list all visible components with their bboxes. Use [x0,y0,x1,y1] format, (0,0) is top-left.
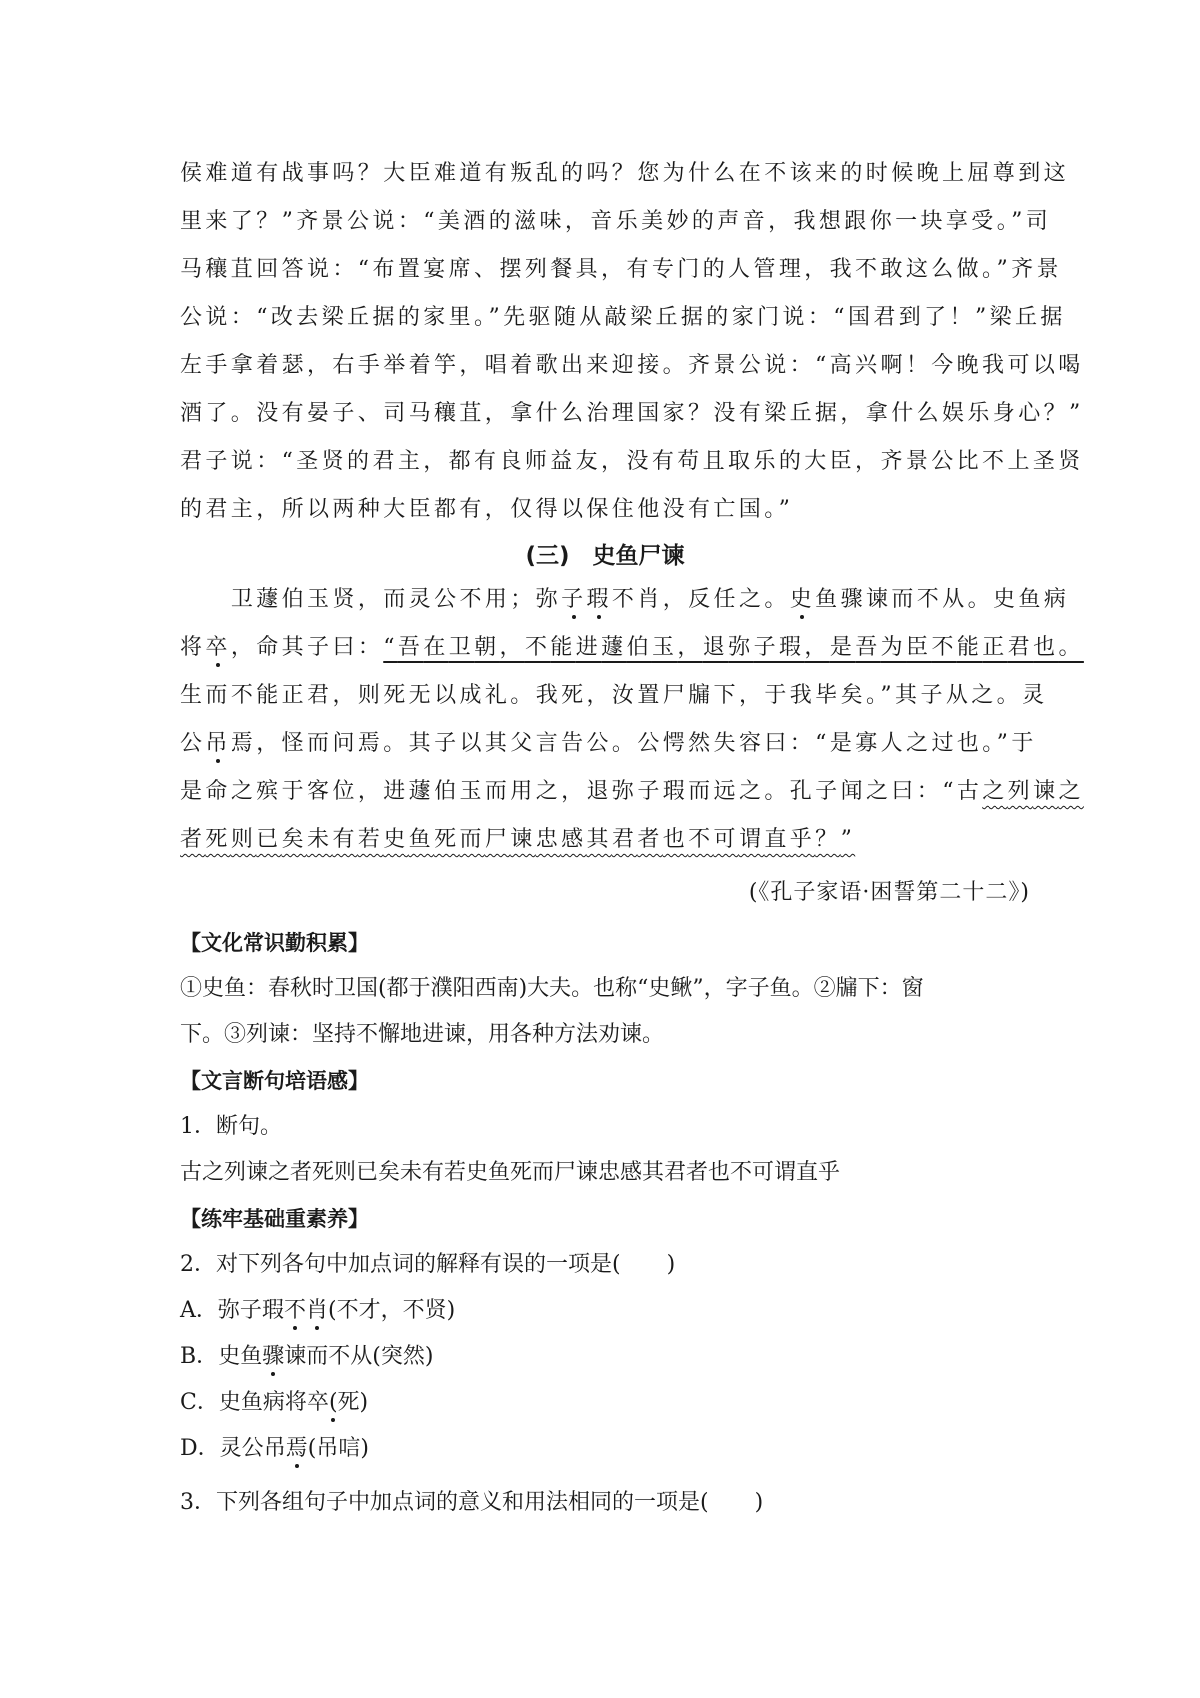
original-line: 者死则已矣未有若史鱼死而尸谏忠感其君者也不可谓直乎？” [180,827,856,852]
original-line: 将卒，命其子曰：“吾在卫朝，不能进蘧伯玉，退弥子瑕，是吾为臣不能正君也。 [180,635,1084,660]
question-1-label: 1．断句。 [180,1114,282,1139]
original-passage [180,576,1084,864]
original-line: 生而不能正君，则死无以成礼。我死，汝置尸牖下，于我毕矣。”其子从之。灵 [180,683,1048,708]
culture-notes [180,966,1030,1058]
worksheet-page [180,150,1084,1526]
source-citation: (《孔子家语·困誓第二十二》) [748,880,1030,905]
original-line: 公吊焉，怪而问焉。其子以其父言告公。公愕然失容曰：“是寡人之过也。”于 [180,731,1037,756]
translation-line: 马穰苴回答说：“布置宴席、摆列餐具，有专门的人管理，我不敢这么做。”齐景 [180,257,1062,282]
question-2-option: C．史鱼病将卒(死) [180,1390,369,1415]
section-title: (三) 史鱼尸谏 [525,543,685,569]
culture-heading: 【文化常识勤积累】 [180,931,369,955]
translation-line: 里来了？”齐景公说：“美酒的滋味，音乐美妙的声音，我想跟你一块享受。”司 [180,209,1052,234]
question-2-option: A．弥子瑕不肖(不才，不贤) [180,1298,456,1323]
translation-line: 君子说：“圣贤的君主，都有良师益友，没有苟且取乐的大臣，齐景公比不上圣贤 [180,449,1084,474]
original-line: 卫蘧伯玉贤，而灵公不用；弥子瑕不肖，反任之。史鱼骤谏而不从。史鱼病 [230,587,1070,612]
question-2-option: B．史鱼骤谏而不从(突然) [180,1344,434,1369]
translation-line: 侯难道有战事吗？大臣难道有叛乱的吗？您为什么在不该来的时候晚上屈尊到这 [180,161,1070,186]
translation-line: 公说：“改去梁丘据的家里。”先驱随从敲梁丘据的家门说：“国君到了！”梁丘据 [180,305,1066,330]
question-2-option: D．灵公吊焉(吊唁) [180,1436,369,1461]
culture-note-line: ①史鱼：春秋时卫国(都于濮阳西南)大夫。也称“史鳅”，字子鱼。②牖下：窗 [180,976,924,1001]
question-2-stem: 2．对下列各句中加点词的解释有误的一项是( ) [180,1252,676,1277]
translation-line: 的君主，所以两种大臣都有，仅得以保住他没有亡国。” [180,497,794,522]
question-2-options [180,1288,1030,1472]
translation-line: 左手拿着瑟，右手举着竽，唱着歌出来迎接。齐景公说：“高兴啊！今晚我可以喝 [180,353,1084,378]
original-line: 是命之殡于客位，进蘧伯玉而用之，退弥子瑕而远之。孔子闻之曰：“古之列谏之 [180,779,1084,804]
punctuation-heading: 【文言断句培语感】 [180,1069,369,1093]
translation-line: 酒了。没有晏子、司马穰苴，拿什么治理国家？没有梁丘据，拿什么娱乐身心？” [180,401,1084,426]
practice-heading: 【练牢基础重素养】 [180,1207,369,1231]
culture-note-line: 下。③列谏：坚持不懈地进谏，用各种方法劝谏。 [180,1022,665,1047]
translation-passage [180,150,1084,534]
question-1-text: 古之列谏之者死则已矣未有若史鱼死而尸谏忠感其君者也不可谓直乎 [180,1160,841,1185]
question-3-stem: 3．下列各组句子中加点词的意义和用法相同的一项是( ) [180,1490,764,1515]
